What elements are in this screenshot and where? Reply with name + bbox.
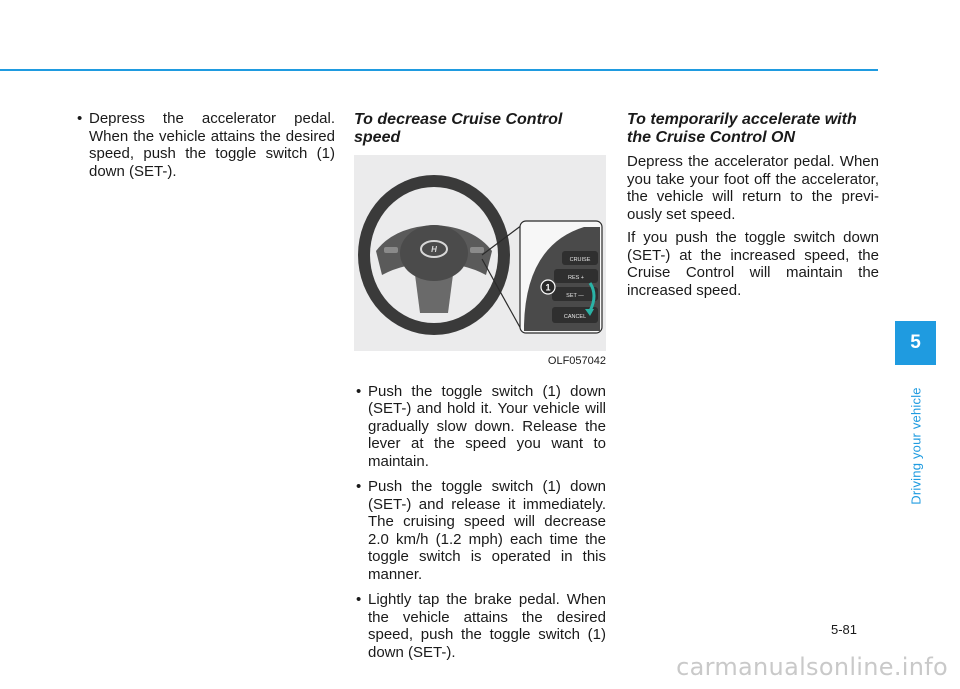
bullet-item (354, 591, 606, 661)
paragraph: If you push the toggle switch down (SET-) at the increased speed, the Cruise Control will maintain the increased speed. (627, 229, 879, 299)
bullet-item (354, 383, 606, 471)
bullet-text: Push the toggle switch (1) down (SET-) and hold it. Your vehicle will gradually slow down. Release the lever at the speed you want to maintain. (368, 382, 606, 470)
steering-wheel-illustration (354, 155, 606, 351)
cancel-label: CANCEL (563, 314, 587, 320)
bullet-item (354, 478, 606, 583)
page-number: 5-81 (831, 622, 858, 637)
bullet-dot: • (356, 478, 362, 495)
chapter-title: Driving your vehicle (908, 387, 924, 505)
column-3 (627, 110, 879, 305)
right-spoke-buttons (470, 247, 484, 253)
bullet-item (75, 110, 335, 180)
set-label: SET — (566, 293, 584, 299)
res-label: RES + (567, 275, 585, 281)
svg-text:H: H (431, 245, 437, 254)
section-heading-temporary-accelerate: To temporarily accelerate with the Cruise Control ON (627, 111, 857, 146)
bullet-text: Depress the accelerator pedal. When the vehicle attains the desired speed, push the toggle switch (1) down (SET-). (89, 110, 335, 180)
bullet-text: Lightly tap the brake pedal. When the vehicle attains the desired speed, push the toggle switch (1) down (SET-). (368, 591, 606, 661)
bullet-dot: • (77, 110, 83, 127)
figure-code: OLF057042 (547, 355, 606, 367)
callout-number: 1 (545, 282, 551, 293)
watermark: carmanualsonline.info (676, 653, 948, 681)
left-spoke-buttons (384, 247, 398, 253)
header-rule (0, 69, 878, 71)
column-2 (354, 110, 606, 669)
cruise-label: CRUISE (569, 257, 591, 263)
bullet-text: Push the toggle switch (1) down (SET-) and release it immediately. The cruising speed will decrease 2.0 km/h (1.2 mph) each time the toggle switch is operated in this manner. (368, 478, 606, 583)
column-1 (75, 110, 335, 188)
steering-wheel-figure (354, 155, 606, 351)
paragraph: Depress the accelerator pedal. When you take your foot off the accelerator, the vehicle will return to the previ-ously set speed. (627, 153, 879, 223)
bullet-dot: • (356, 382, 362, 400)
section-heading-decrease-speed: To decrease Cruise Control speed (354, 111, 563, 146)
chapter-tab: 5 (895, 321, 936, 365)
bullet-dot: • (356, 591, 362, 608)
